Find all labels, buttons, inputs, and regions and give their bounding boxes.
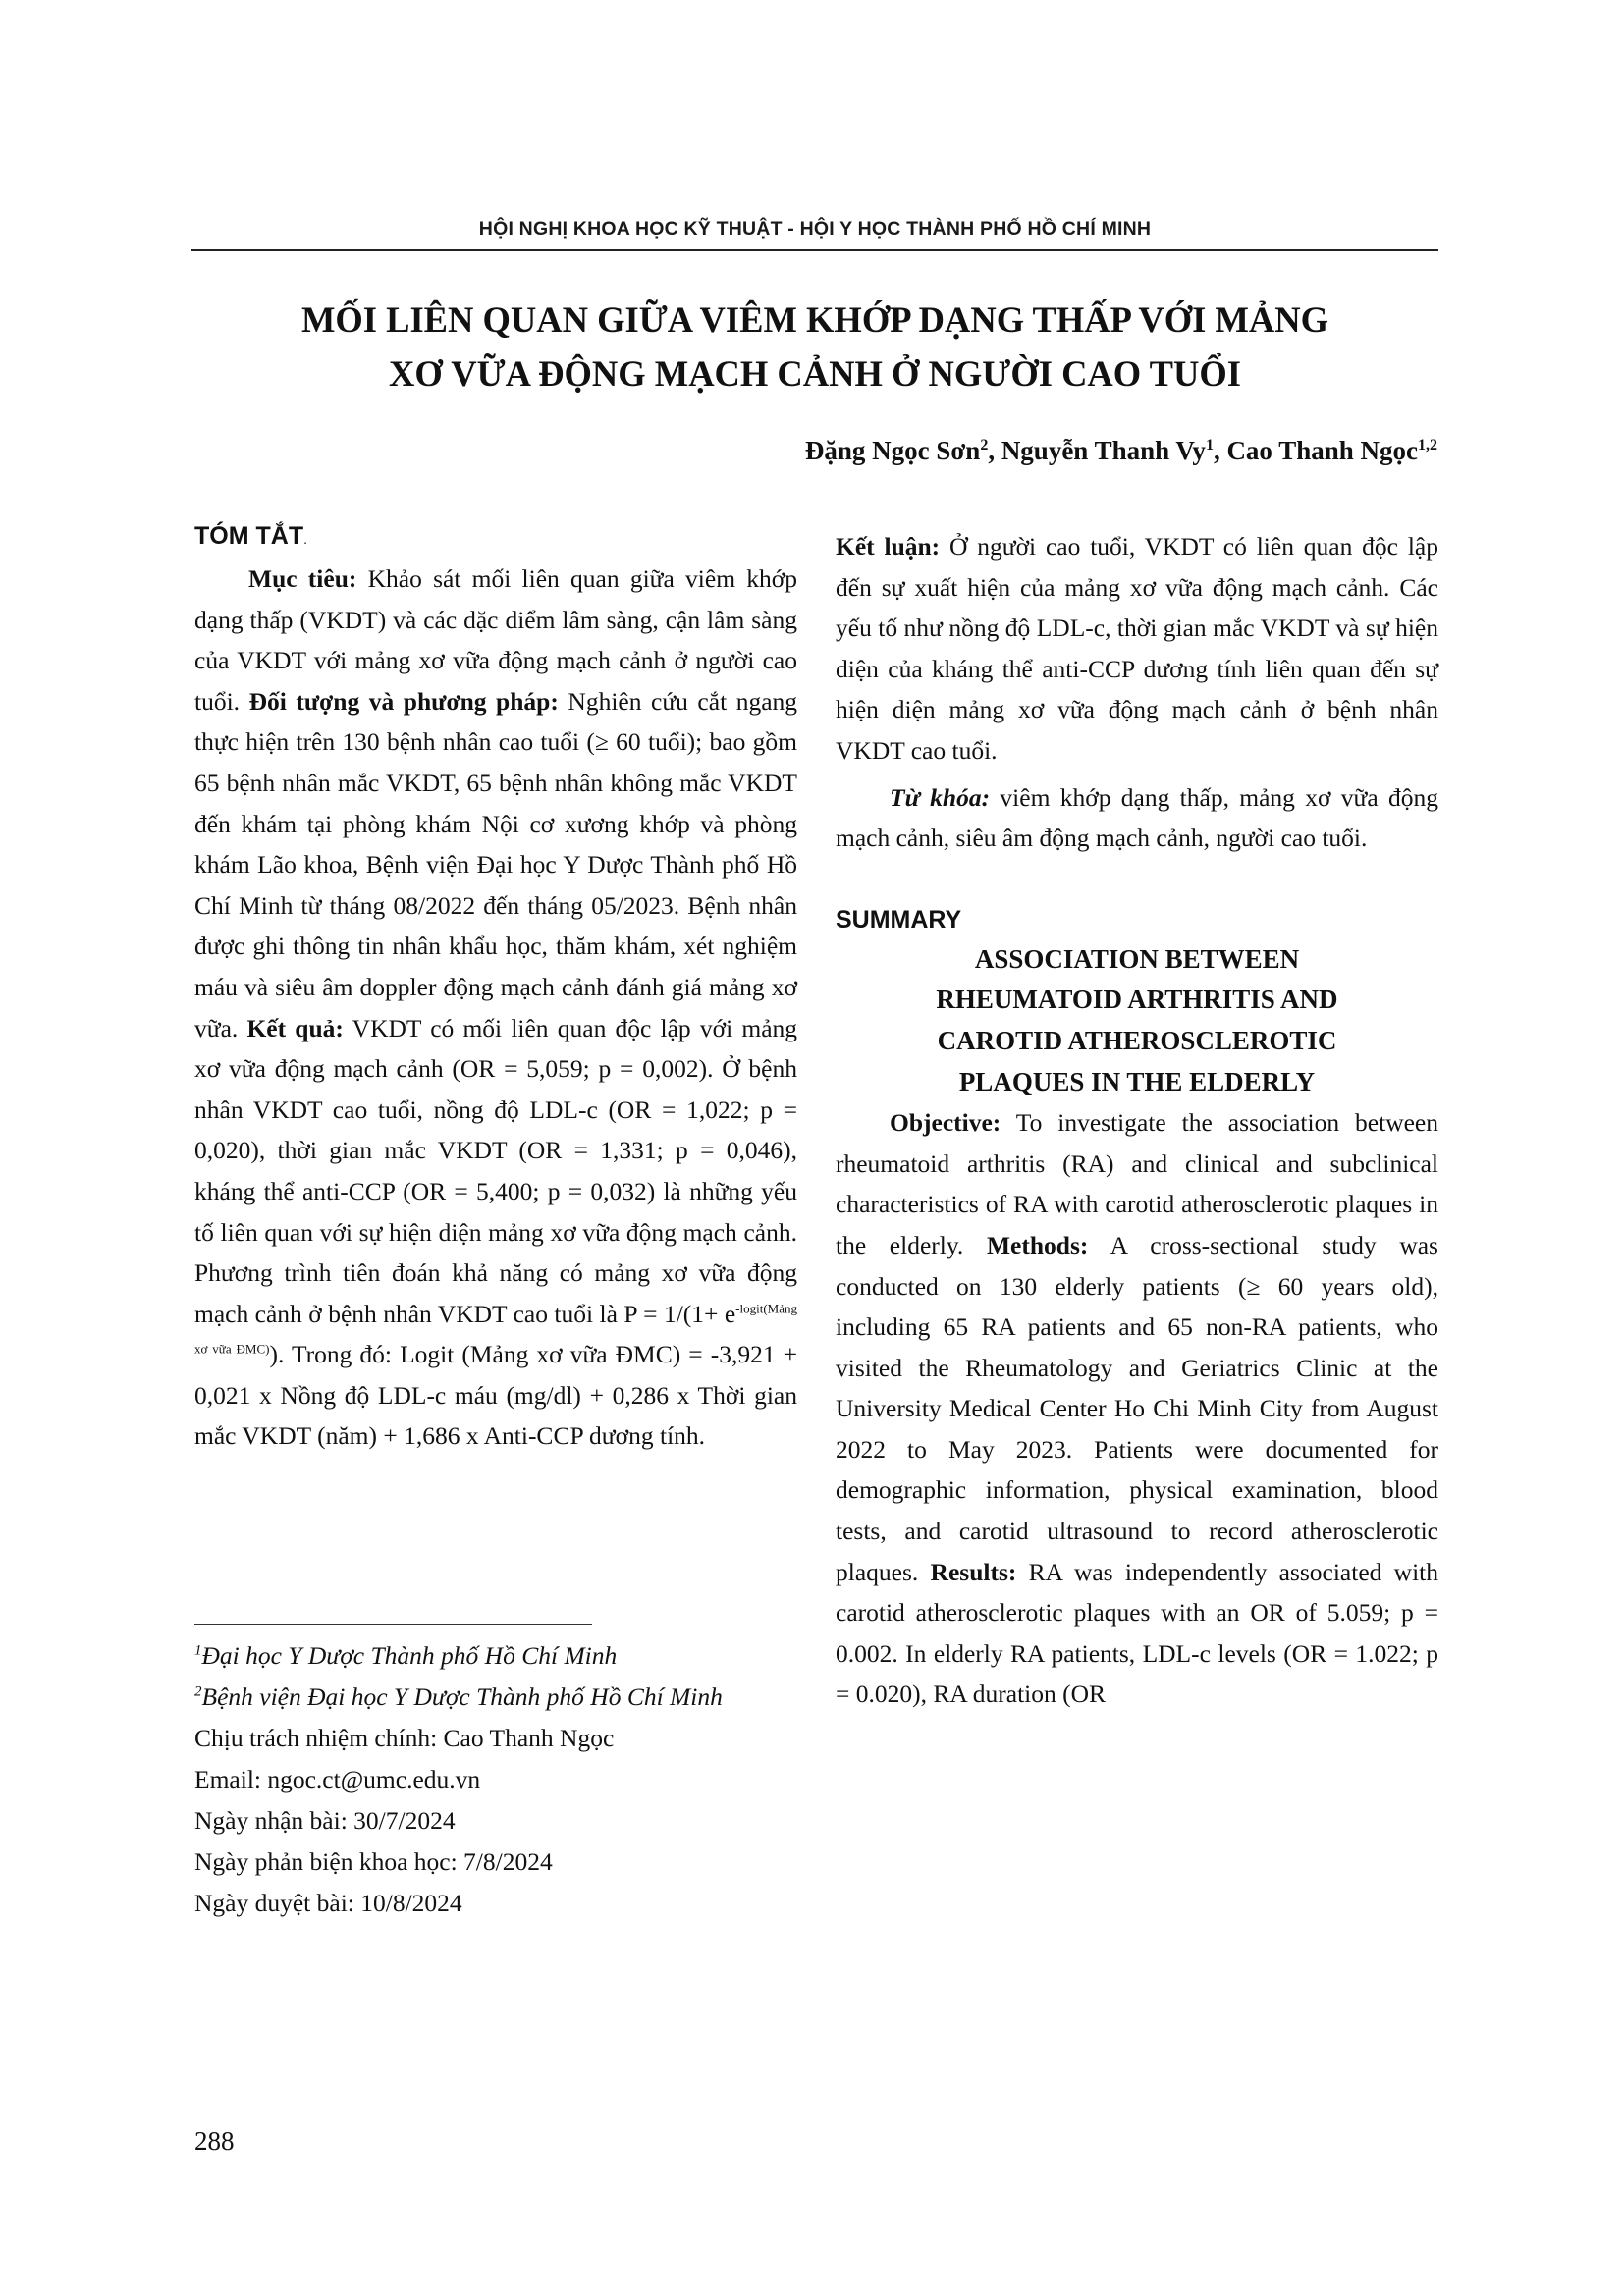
objective-text: Khảo sát mối liên quan giữa viêm khớp dạng thấp (VKDT) và các đặc điểm lâm sàng, cận lâm sàng của VKDT với mảng xơ vữa động mạch cảnh ở người cao tuổi. bbox=[194, 564, 797, 716]
summary-results-label: Results: bbox=[930, 1557, 1017, 1586]
affiliation-2-text: Bệnh viện Đại học Y Dược Thành phố Hồ Chí Minh bbox=[201, 1682, 723, 1711]
title-line-1: MỐI LIÊN QUAN GIỮA VIÊM KHỚP DẠNG THẤP VỚI MẢNG bbox=[300, 299, 1329, 340]
affiliation-1-number: 1 bbox=[194, 1642, 202, 1659]
formula-exponent: -logit(Mảng xơ vữa ĐMC) bbox=[194, 1301, 797, 1357]
review-date: Ngày phản biện khoa học: 7/8/2024 bbox=[194, 1847, 553, 1876]
paper-title bbox=[191, 293, 1438, 400]
results-text: VKDT có mối liên quan độc lập với mảng xơ vữa động mạch cảnh (OR = 5,059; p = 0,002). Ở bệnh nhân VKDT cao tuổi, nồng độ LDL-c (OR = 1,022; p = 0,020), thời gian mắc VKDT (OR = 1,331; p = 0,046), kháng thể anti-CCP (OR = 5,400; p = 0,032) là những yếu tố liên quan với sự hiện diện mảng xơ vữa động mạch cảnh. Phương trình tiên đoán khả năng có mảng xơ vữa động mạch cảnh ở bệnh nhân VKDT cao tuổi là P = 1/(1+ e bbox=[194, 1013, 798, 1328]
corresponding-author: Chịu trách nhiệm chính: Cao Thanh Ngọc bbox=[194, 1724, 615, 1752]
summary-results-text: RA was independently associated with carotid atherosclerotic plaques with an OR of 5.059; p = 0.002. In elderly RA patients, LDL-c levels (OR = 1.022; p = 0.020), RA duration (OR bbox=[836, 1557, 1438, 1709]
english-title bbox=[836, 939, 1438, 1102]
right-column bbox=[836, 526, 1438, 1715]
accepted-date: Ngày duyệt bài: 10/8/2024 bbox=[194, 1889, 462, 1917]
received-date: Ngày nhận bài: 30/7/2024 bbox=[194, 1806, 456, 1835]
footnotes bbox=[194, 1635, 797, 1924]
summary-methods-text: A cross-sectional study was conducted on 130 elderly patients (≥ 60 years old), including 65 RA patients and 65 non-RA patients, who visited the Rheumatology and Geriatrics Clinic at the University Medical Center Ho Chi Minh City from August 2022 to May 2023. Patients were documented for demographic information, physical examination, blood tests, and carotid ultrasound to record atherosclerotic plaques. bbox=[836, 1230, 1438, 1586]
english-title-line: ASSOCIATION BETWEEN bbox=[974, 943, 1300, 974]
keywords bbox=[836, 777, 1438, 859]
methods-text: Nghiên cứu cắt ngang thực hiện trên 130 bệnh nhân cao tuổi (≥ 60 tuổi); bao gồm 65 bệnh nhân mắc VKDT, 65 bệnh nhân không mắc VKDT đến khám tại phòng khám Nội cơ xương khớp và phòng khám Lão khoa, Bệnh viện Đại học Y Dược Thành phố Hồ Chí Minh từ tháng 08/2022 đến tháng 05/2023. Bệnh nhân được ghi thông tin nhân khẩu học, thăm khám, xét nghiệm máu và siêu âm doppler động mạch cảnh đánh giá mảng xơ vữa. bbox=[194, 686, 798, 1042]
keywords-text: viêm khớp dạng thấp, mảng xơ vữa động mạch cảnh, siêu âm động mạch cảnh, người cao tuổi. bbox=[836, 782, 1438, 853]
abstract-paragraph bbox=[194, 559, 797, 1457]
conclusion-text: Ở người cao tuổi, VKDT có liên quan độc lập đến sự xuất hiện của mảng xơ vữa động mạch cảnh. Các yếu tố như nồng độ LDL-c, thời gian mắc VKDT và sự hiện diện của kháng thể anti-CCP dương tính liên quan đến sự hiện diện mảng xơ vữa động mạch cảnh ở bệnh nhân VKDT cao tuổi. bbox=[836, 532, 1438, 765]
summary-paragraph bbox=[836, 1102, 1438, 1715]
author-separator: , bbox=[988, 436, 1001, 465]
formula-text: ). Trong đó: Logit (Mảng xơ vữa ĐMC) = -3,921 + 0,021 x Nồng độ LDL-c máu (mg/dl) + 0,286 x Thời gian mắc VKDT (năm) + 1,686 x Anti-CCP dương tính. bbox=[194, 1340, 798, 1451]
summary-heading: SUMMARY bbox=[836, 905, 962, 934]
results-label: Kết quả: bbox=[246, 1013, 344, 1042]
author-affiliation: 1 bbox=[1205, 437, 1214, 454]
author-list bbox=[805, 436, 1437, 466]
abstract-vi-column bbox=[194, 516, 797, 1457]
abstract-continuation bbox=[836, 526, 1438, 772]
author-name: Cao Thanh Ngọc bbox=[1226, 436, 1418, 465]
affiliation-2 bbox=[194, 1677, 797, 1718]
page-number: 288 bbox=[194, 2126, 235, 2156]
header-divider bbox=[191, 249, 1438, 251]
english-title-line: CAROTID ATHEROSCLEROTIC bbox=[937, 1025, 1337, 1055]
running-header: HỘI NGHỊ KHOA HỌC KỸ THUẬT - HỘI Y HỌC THÀNH PHỐ HỒ CHÍ MINH bbox=[478, 218, 1152, 240]
affiliation-1-text: Đại học Y Dược Thành phố Hồ Chí Minh bbox=[201, 1641, 618, 1670]
abstract-heading-text: TÓM TẮT bbox=[194, 522, 304, 550]
summary-objective-text: To investigate the association between rheumatoid arthritis (RA) and clinical and subclinical characteristics of RA with carotid atherosclerotic plaques in the elderly. bbox=[836, 1108, 1438, 1259]
author-affiliation: 2 bbox=[980, 437, 989, 454]
keywords-label: Từ khóa: bbox=[890, 782, 991, 812]
summary-objective-label: Objective: bbox=[890, 1108, 1001, 1138]
affiliation-1 bbox=[194, 1635, 797, 1677]
affiliation-2-number: 2 bbox=[194, 1683, 202, 1700]
email: Email: ngoc.ct@umc.edu.vn bbox=[194, 1765, 481, 1793]
english-title-line: RHEUMATOID ARTHRITIS AND bbox=[936, 985, 1338, 1015]
title-line-2: XƠ VỮA ĐỘNG MẠCH CẢNH Ở NGƯỜI CAO TUỔI bbox=[389, 353, 1241, 394]
author-separator: , bbox=[1213, 436, 1227, 465]
author-name: Nguyễn Thanh Vy bbox=[1001, 436, 1206, 465]
summary-methods-label: Methods: bbox=[986, 1230, 1089, 1259]
methods-label: Đối tượng và phương pháp: bbox=[248, 686, 559, 716]
abstract-heading-dot: . bbox=[303, 531, 307, 547]
english-title-line: PLAQUES IN THE ELDERLY bbox=[958, 1066, 1316, 1096]
author-name: Đặng Ngọc Sơn bbox=[804, 436, 981, 465]
author-affiliation: 1,2 bbox=[1418, 437, 1437, 454]
abstract-heading bbox=[194, 516, 797, 559]
objective-label: Mục tiêu: bbox=[248, 564, 357, 593]
conclusion-label: Kết luận: bbox=[836, 532, 941, 561]
footnote-divider bbox=[194, 1624, 592, 1625]
